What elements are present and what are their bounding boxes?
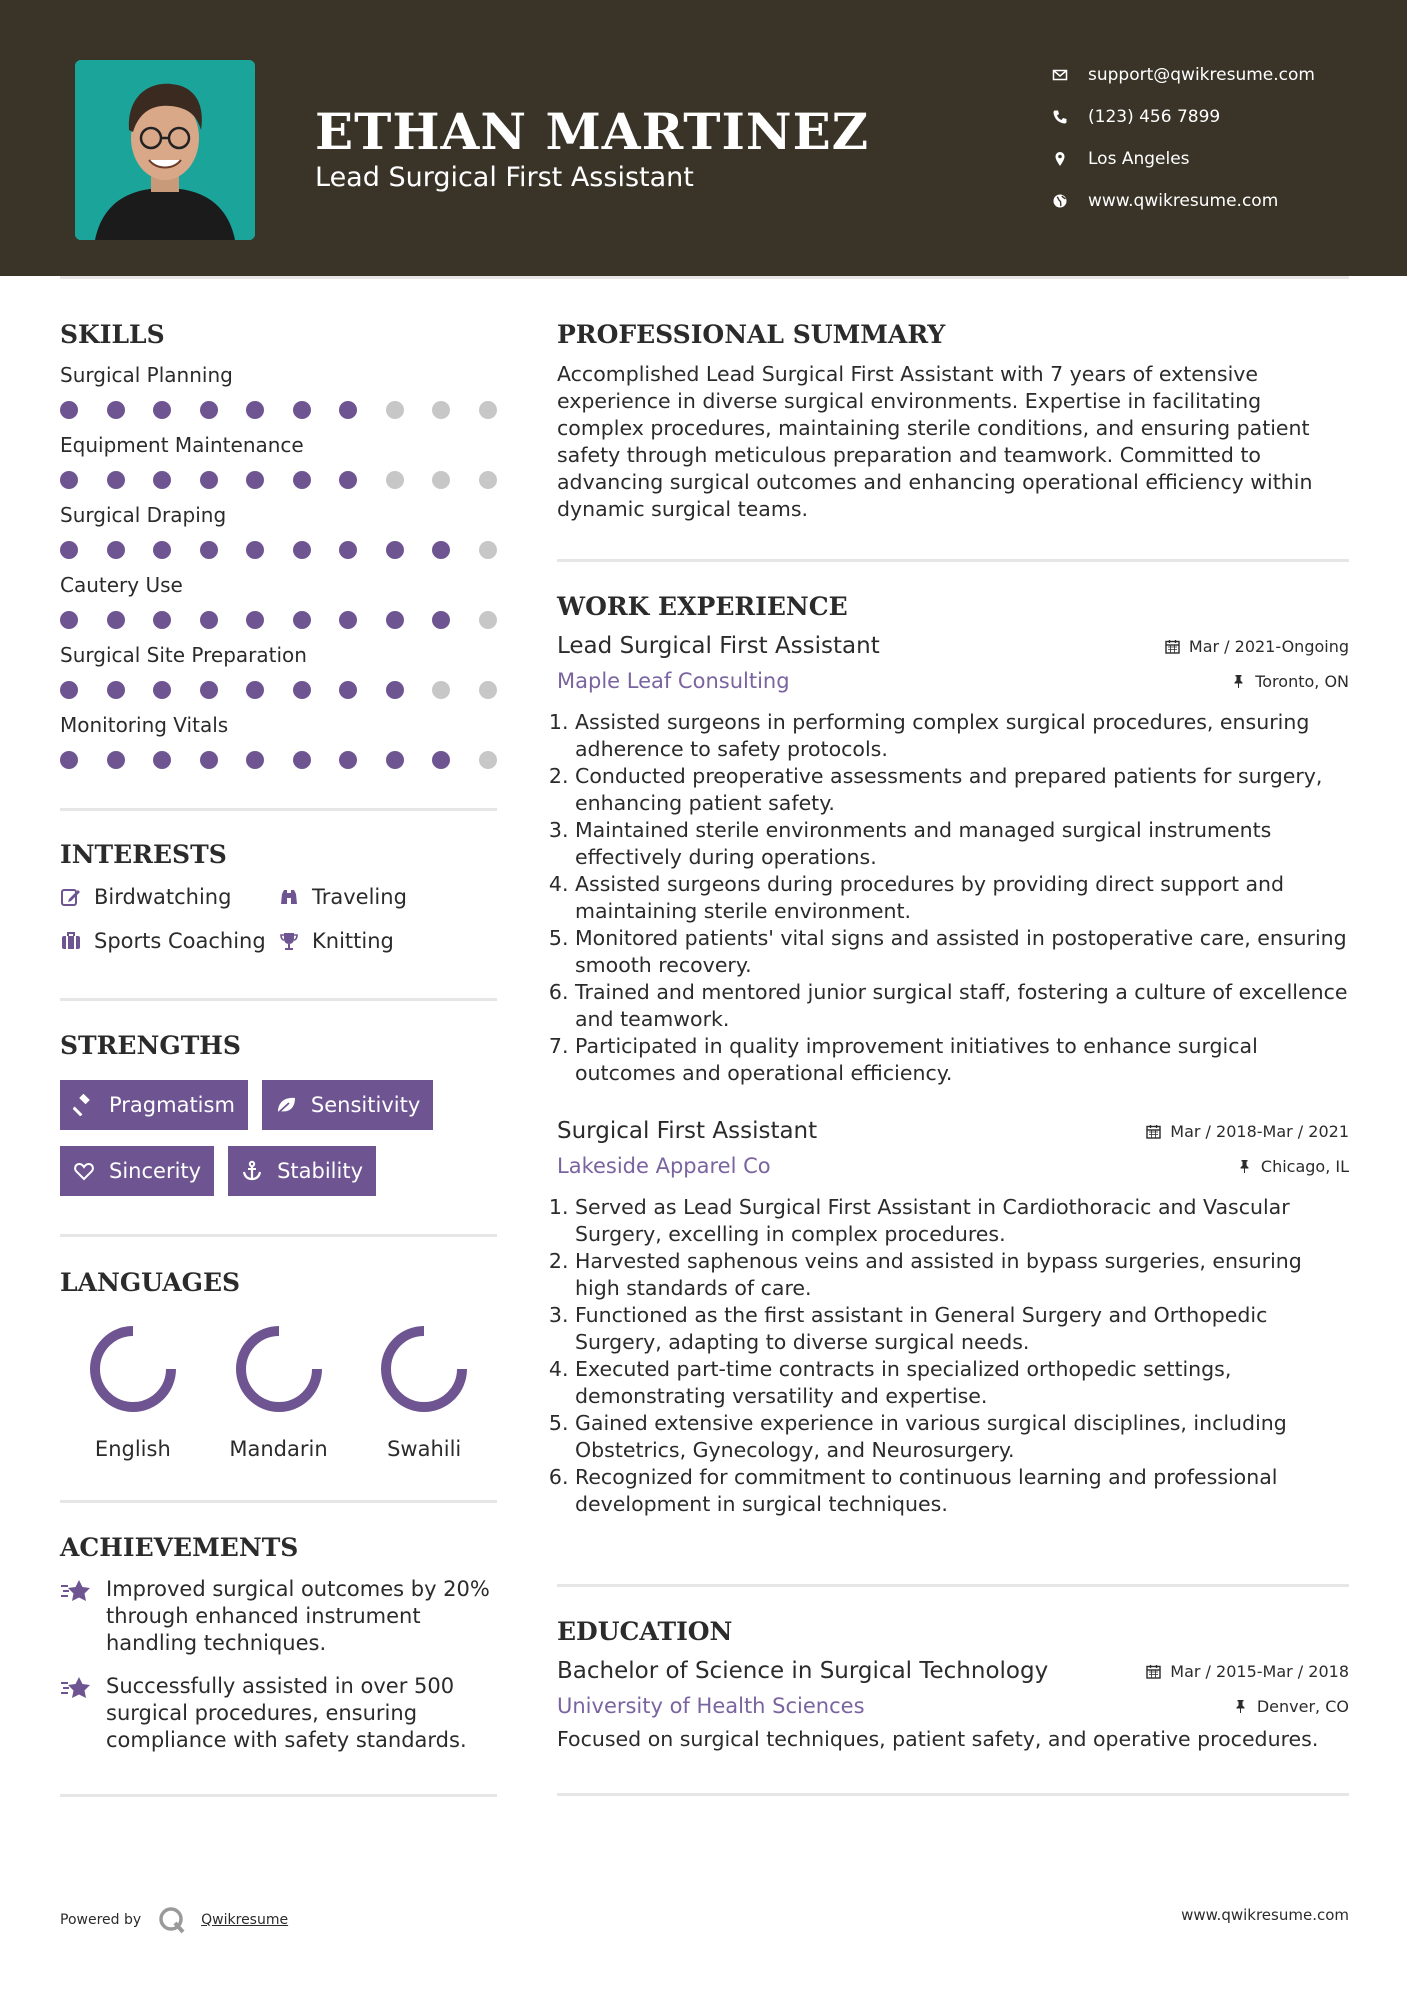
- rating-dot-empty: [479, 541, 497, 559]
- phone-icon: [1052, 109, 1068, 125]
- company-name: Lakeside Apparel Co: [557, 1154, 771, 1178]
- skill-rating: [60, 611, 497, 629]
- strength-tag: [228, 1146, 376, 1196]
- section-divider: [60, 1794, 497, 1797]
- contact-website[interactable]: [1050, 180, 1380, 222]
- job-location: [1237, 1157, 1349, 1176]
- section-divider: [557, 1584, 1349, 1587]
- skill-item: [60, 363, 497, 419]
- rating-dot-filled: [107, 681, 125, 699]
- rating-dot-empty: [479, 611, 497, 629]
- achievement-item: [60, 1673, 497, 1754]
- rating-dot-filled: [107, 611, 125, 629]
- job-duties: [557, 709, 1349, 1087]
- map-pin-icon: [1052, 151, 1068, 167]
- profile-photo: [75, 60, 255, 240]
- duty-item: 1. Served as Lead Surgical First Assistant in Cardiothoracic and Vascular Surgery, excelling in complex procedures.: [575, 1194, 1349, 1248]
- strength-tag: [60, 1146, 214, 1196]
- rating-dot-filled: [386, 611, 404, 629]
- rating-dot-filled: [153, 401, 171, 419]
- strength-label: Sincerity: [109, 1159, 202, 1183]
- contact-email[interactable]: [1050, 54, 1380, 96]
- briefcase-icon: [60, 930, 82, 952]
- rating-dot-filled: [60, 541, 78, 559]
- rating-dot-empty: [386, 401, 404, 419]
- rating-dot-filled: [153, 611, 171, 629]
- rating-dot-filled: [60, 611, 78, 629]
- rating-dot-filled: [339, 401, 357, 419]
- pushpin-icon: [1233, 1699, 1248, 1714]
- skill-item: [60, 503, 497, 559]
- rating-dot-filled: [60, 681, 78, 699]
- duty-item: 3. Maintained sterile environments and managed surgical instruments effectively during operations.: [575, 817, 1349, 871]
- language-name: English: [94, 1437, 171, 1461]
- envelope-icon: [1052, 67, 1068, 83]
- pushpin-icon: [1237, 1159, 1252, 1174]
- language-item: [206, 1323, 352, 1461]
- candidate-title: Lead Surgical First Assistant: [315, 162, 694, 193]
- contact-list: [1050, 54, 1380, 222]
- job-dates-text: Mar / 2021-Ongoing: [1188, 636, 1349, 656]
- pushpin-icon: [1231, 674, 1246, 689]
- right-column: [557, 320, 1349, 1796]
- job-dates: [1146, 1122, 1349, 1141]
- rating-dot-filled: [153, 471, 171, 489]
- rating-dot-filled: [246, 541, 264, 559]
- interests-list: [60, 885, 497, 953]
- education-dates-text: Mar / 2015-Mar / 2018: [1170, 1661, 1349, 1681]
- strength-label: Stability: [277, 1159, 364, 1183]
- duty-item: 5. Monitored patients' vital signs and assisted in postoperative care, ensuring smooth recovery.: [575, 925, 1349, 979]
- skill-item: [60, 433, 497, 489]
- rating-dot-filled: [200, 471, 218, 489]
- duty-item: 6. Recognized for commitment to continuous learning and professional development in surgical techniques.: [575, 1464, 1349, 1518]
- rating-dot-empty: [479, 681, 497, 699]
- strength-label: Pragmatism: [109, 1093, 235, 1117]
- language-item: [60, 1323, 206, 1461]
- strength-tag: [262, 1080, 433, 1130]
- achievement-text: Improved surgical outcomes by 20% through enhanced instrument handling techniques.: [106, 1577, 490, 1655]
- rating-dot-filled: [60, 471, 78, 489]
- contact-location: [1050, 138, 1380, 180]
- skill-rating: [60, 681, 497, 699]
- rating-dot-filled: [246, 681, 264, 699]
- star-icon: [60, 1578, 92, 1604]
- duty-item: 4. Executed part-time contracts in specialized orthopedic settings, demonstrating versatility and expertise.: [575, 1356, 1349, 1410]
- footer-branding: [60, 1905, 288, 1935]
- duty-item: 5. Gained extensive experience in various surgical disciplines, including Obstetrics, Gynecology, and Neurosurgery.: [575, 1410, 1349, 1464]
- rating-dot-filled: [386, 681, 404, 699]
- language-level-ring: [378, 1323, 470, 1415]
- rating-dot-filled: [339, 751, 357, 769]
- skill-item: [60, 713, 497, 769]
- section-divider: [60, 808, 497, 811]
- job-location: [1231, 672, 1349, 691]
- interest-item: [278, 929, 497, 953]
- school-name: University of Health Sciences: [557, 1694, 865, 1718]
- skill-name: Equipment Maintenance: [60, 433, 304, 457]
- job-entry: [557, 633, 1349, 1087]
- skill-name: Monitoring Vitals: [60, 713, 229, 737]
- rating-dot-filled: [432, 751, 450, 769]
- education-location-text: Denver, CO: [1256, 1696, 1349, 1716]
- achievement-text: Successfully assisted in over 500 surgical procedures, ensuring compliance with safety standards.: [106, 1674, 467, 1752]
- rating-dot-filled: [293, 751, 311, 769]
- strengths-heading: STRENGTHS: [60, 1031, 241, 1060]
- section-divider: [557, 1793, 1349, 1796]
- rating-dot-filled: [432, 611, 450, 629]
- rating-dot-filled: [386, 751, 404, 769]
- skill-rating: [60, 401, 497, 419]
- skill-name: Surgical Planning: [60, 363, 233, 387]
- interest-label: Sports Coaching: [94, 929, 266, 953]
- edit-icon: [60, 886, 82, 908]
- languages-list: [60, 1323, 497, 1461]
- skill-item: [60, 643, 497, 699]
- interest-item: [60, 929, 278, 953]
- strength-label: Sensitivity: [310, 1093, 421, 1117]
- footer-url[interactable]: www.qwikresume.com: [1181, 1906, 1349, 1924]
- section-divider: [60, 1234, 497, 1237]
- heart-icon: [73, 1160, 95, 1182]
- strength-tag: [60, 1080, 248, 1130]
- rating-dot-filled: [432, 541, 450, 559]
- contact-email-text: support@qwikresume.com: [1088, 65, 1315, 85]
- interest-item: [60, 885, 278, 909]
- skills-list: [60, 363, 497, 769]
- skills-heading: SKILLS: [60, 320, 165, 349]
- rating-dot-empty: [479, 751, 497, 769]
- rating-dot-filled: [107, 751, 125, 769]
- rating-dot-empty: [432, 401, 450, 419]
- language-level-ring: [233, 1323, 325, 1415]
- rating-dot-filled: [293, 541, 311, 559]
- summary-text: Accomplished Lead Surgical First Assistant with 7 years of extensive experience in diverse surgical environments. Expertise in facilitating complex procedures, maintaining sterile conditions, and ensuring patient safety through meticulous preparation and teamwork. Committed to advancing surgical outcomes and enhancing operational efficiency within dynamic surgical teams.: [557, 362, 1313, 521]
- leaf-icon: [275, 1094, 297, 1116]
- skill-item: [60, 573, 497, 629]
- education-dates: [1146, 1662, 1349, 1681]
- education-location: [1233, 1697, 1349, 1716]
- skill-name: Cautery Use: [60, 573, 183, 597]
- duty-item: 3. Functioned as the first assistant in General Surgery and Orthopedic Surgery, adapting to diverse surgical needs.: [575, 1302, 1349, 1356]
- resume-header: [0, 0, 1407, 276]
- header-divider: [60, 276, 1349, 279]
- language-name: Swahili: [387, 1437, 462, 1461]
- interests-heading: INTERESTS: [60, 840, 227, 869]
- job-dates-text: Mar / 2018-Mar / 2021: [1170, 1121, 1349, 1141]
- rating-dot-filled: [293, 471, 311, 489]
- rating-dot-empty: [432, 471, 450, 489]
- rating-dot-filled: [246, 751, 264, 769]
- contact-website-text: www.qwikresume.com: [1088, 191, 1279, 211]
- section-divider: [557, 559, 1349, 562]
- job-dates: [1165, 637, 1349, 656]
- rating-dot-empty: [386, 471, 404, 489]
- star-icon: [60, 1675, 92, 1701]
- interest-item: [278, 885, 497, 909]
- experience-heading: WORK EXPERIENCE: [557, 592, 848, 621]
- gavel-icon: [73, 1094, 95, 1116]
- binoculars-icon: [278, 886, 300, 908]
- job-title: Lead Surgical First Assistant: [557, 633, 880, 659]
- contact-phone[interactable]: [1050, 96, 1380, 138]
- duty-item: 6. Trained and mentored junior surgical staff, fostering a culture of excellence and teamwork.: [575, 979, 1349, 1033]
- interest-label: Traveling: [312, 885, 407, 909]
- rating-dot-filled: [339, 471, 357, 489]
- contact-location-text: Los Angeles: [1088, 149, 1190, 169]
- rating-dot-filled: [246, 611, 264, 629]
- trophy-icon: [278, 930, 300, 952]
- job-title: Surgical First Assistant: [557, 1118, 818, 1144]
- rating-dot-filled: [293, 611, 311, 629]
- rating-dot-filled: [200, 681, 218, 699]
- duty-item: 4. Assisted surgeons during procedures by providing direct support and maintaining sterile environment.: [575, 871, 1349, 925]
- skill-name: Surgical Site Preparation: [60, 643, 307, 667]
- rating-dot-filled: [339, 541, 357, 559]
- calendar-icon: [1146, 1124, 1161, 1139]
- company-name: Maple Leaf Consulting: [557, 669, 790, 693]
- rating-dot-filled: [339, 611, 357, 629]
- education-description: Focused on surgical techniques, patient safety, and operative procedures.: [557, 1727, 1319, 1751]
- section-divider: [60, 1500, 497, 1503]
- degree-title: Bachelor of Science in Surgical Technology: [557, 1658, 1049, 1684]
- education-entry: [557, 1658, 1349, 1753]
- rating-dot-filled: [107, 541, 125, 559]
- rating-dot-filled: [386, 541, 404, 559]
- rating-dot-filled: [246, 471, 264, 489]
- qwikresume-logo-icon: [157, 1905, 187, 1935]
- interest-label: Knitting: [312, 929, 394, 953]
- duty-item: 2. Harvested saphenous veins and assisted in bypass surgeries, ensuring high standards of care.: [575, 1248, 1349, 1302]
- skill-rating: [60, 751, 497, 769]
- job-duties: [557, 1194, 1349, 1518]
- rating-dot-filled: [153, 751, 171, 769]
- languages-heading: LANGUAGES: [60, 1268, 241, 1297]
- rating-dot-filled: [200, 751, 218, 769]
- rating-dot-filled: [200, 401, 218, 419]
- rating-dot-filled: [60, 401, 78, 419]
- rating-dot-filled: [293, 401, 311, 419]
- achievements-list: [60, 1576, 497, 1754]
- job-location-text: Toronto, ON: [1255, 671, 1349, 691]
- duty-item: 2. Conducted preoperative assessments and prepared patients for surgery, enhancing patient safety.: [575, 763, 1349, 817]
- powered-by-label: Powered by: [60, 1912, 142, 1928]
- rating-dot-filled: [60, 751, 78, 769]
- education-heading: EDUCATION: [557, 1617, 733, 1646]
- language-item: [351, 1323, 497, 1461]
- rating-dot-filled: [153, 541, 171, 559]
- calendar-icon: [1165, 639, 1180, 654]
- rating-dot-filled: [293, 681, 311, 699]
- interest-label: Birdwatching: [94, 885, 232, 909]
- rating-dot-filled: [153, 681, 171, 699]
- rating-dot-filled: [200, 611, 218, 629]
- candidate-name: ETHAN MARTINEZ: [315, 102, 870, 161]
- language-name: Mandarin: [229, 1437, 328, 1461]
- rating-dot-empty: [479, 401, 497, 419]
- rating-dot-filled: [246, 401, 264, 419]
- qwikresume-link[interactable]: Qwikresume: [201, 1912, 289, 1928]
- summary-heading: PROFESSIONAL SUMMARY: [557, 320, 946, 349]
- job-location-text: Chicago, IL: [1260, 1156, 1349, 1176]
- rating-dot-filled: [107, 471, 125, 489]
- calendar-icon: [1146, 1664, 1161, 1679]
- rating-dot-filled: [107, 401, 125, 419]
- skill-rating: [60, 471, 497, 489]
- rating-dot-empty: [432, 681, 450, 699]
- skill-rating: [60, 541, 497, 559]
- left-column: [60, 320, 497, 1797]
- strengths-list: [60, 1080, 497, 1196]
- anchor-icon: [241, 1160, 263, 1182]
- job-entry: [557, 1118, 1349, 1518]
- contact-phone-text: (123) 456 7899: [1088, 107, 1221, 127]
- duty-item: 1. Assisted surgeons in performing complex surgical procedures, ensuring adherence to safety protocols.: [575, 709, 1349, 763]
- section-divider: [60, 998, 497, 1001]
- rating-dot-filled: [339, 681, 357, 699]
- rating-dot-empty: [479, 471, 497, 489]
- achievements-heading: ACHIEVEMENTS: [60, 1533, 299, 1562]
- rating-dot-filled: [200, 541, 218, 559]
- duty-item: 7. Participated in quality improvement initiatives to enhance surgical outcomes and operational efficiency.: [575, 1033, 1349, 1087]
- skill-name: Surgical Draping: [60, 503, 227, 527]
- achievement-item: [60, 1576, 497, 1657]
- language-level-ring: [87, 1323, 179, 1415]
- globe-icon: [1052, 193, 1068, 209]
